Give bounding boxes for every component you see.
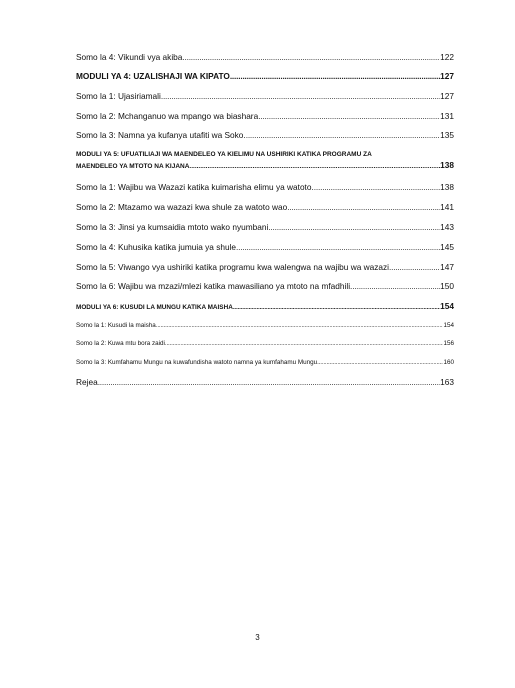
page-number: 3 [255,633,260,642]
toc-entry [76,242,454,253]
toc-entry-title: Somo la 6: Wajibu wa mzazi/mlezi katika mawasiliano ya mtoto na mfadhili. [76,281,353,291]
toc-entry-page: 127 [440,71,454,81]
toc-entry-page: 154 [440,301,454,311]
toc-entry [76,130,454,141]
dot-leader [165,338,444,349]
dot-leader [258,111,440,122]
toc-entry-page: 141 [440,202,454,212]
dot-leader [156,320,444,331]
toc-entry [76,338,454,349]
toc-module-heading [76,71,454,82]
toc-entry-title: Somo la 1: Ujasiriamali [76,91,161,101]
toc-entry-page: 131 [440,111,454,121]
toc-entry [76,320,454,331]
toc-module-heading [76,301,454,313]
toc-entry [76,222,454,233]
toc-module-heading [76,149,454,172]
toc-entry-title: Somo la 4: Vikundi vya akiba [76,52,183,62]
toc-entry-title: Somo la 1: Kusudi la maisha [76,322,156,329]
toc-entry [76,91,454,102]
toc-entry-page: 135 [440,130,454,140]
dot-leader [268,222,440,233]
toc-entry [76,202,454,213]
toc-entry [76,111,454,122]
dot-leader [182,52,440,63]
toc-entry-title: Somo la 2: Mtazamo wa wazazi kwa shule za watoto wao [76,202,288,212]
dot-leader [287,202,440,213]
dot-leader [189,161,440,172]
toc-entry [76,377,454,388]
toc-entry-title: Somo la 3: Jinsi ya kumsaidia mtoto wako nyumbani [76,222,269,232]
toc-entry [76,281,454,292]
dot-leader [317,357,443,368]
toc-entry [76,182,454,193]
toc-entry-title: Somo la 1: Wajibu wa Wazazi katika kuimarisha elimu ya watoto. [76,182,314,192]
toc-entry-page: 138 [440,182,454,192]
toc-entry-title: MODULI YA 5: UFUATILIAJI WA MAENDELEO YA KIELIMU NA USHIRIKI KATIKA PROGRAMU ZA [76,151,372,158]
toc-entry-title: Somo la 2: Mchanganuo wa mpango wa biashara [76,111,259,121]
dot-leader [314,182,440,193]
toc-entry-title: Somo la 3: Kumfahamu Mungu na kuwafundisha watoto namna ya kumfahamu Mungu [76,359,318,366]
dot-leader [246,130,440,141]
dot-leader [236,242,440,253]
toc-entry-page: 127 [440,91,454,101]
dot-leader [98,377,440,388]
toc-entry-page: 156 [443,340,454,347]
toc-entry-page: 150 [440,281,454,291]
toc-entry-title: Somo la 3: Namna ya kufanya utafiti wa Soko. [76,130,246,140]
toc-entry-page: 138 [440,160,454,170]
dot-leader [389,262,440,273]
toc-entry-title: Somo la 4: Kuhusika katika jumuia ya shule [76,242,237,252]
dot-leader [233,302,440,313]
toc-entry [76,262,454,273]
dot-leader [230,71,440,82]
toc-entry-page: 143 [440,222,454,232]
toc-entry-page: 145 [440,242,454,252]
toc-entry-title: Rejea [76,377,98,387]
toc-entry-page: 160 [443,359,454,366]
toc-entry-page: 147 [440,262,454,272]
toc-entry [76,357,454,368]
toc-entry [76,52,454,63]
toc-entry-title: MODULI YA 6: KUSUDI LA MUNGU KATIKA MAISHA [76,304,233,311]
toc-entry-page: 163 [440,377,454,387]
dot-leader [161,91,440,102]
toc-entry-title: Somo la 5: Viwango vya ushiriki katika programu kwa walengwa na wajibu wa wazazi [76,262,389,272]
toc-entry-page: 154 [443,322,454,329]
toc-entry-page: 122 [440,52,454,62]
dot-leader [352,281,440,292]
toc-entry-title: Somo la 2: Kuwa mtu bora zaidi [76,340,165,347]
toc-entry-title-continued: MAENDELEO YA MTOTO NA KIJANA [76,163,190,170]
toc-entry-title: MODULI YA 4: UZALISHAJI WA KIPATO [76,71,230,81]
